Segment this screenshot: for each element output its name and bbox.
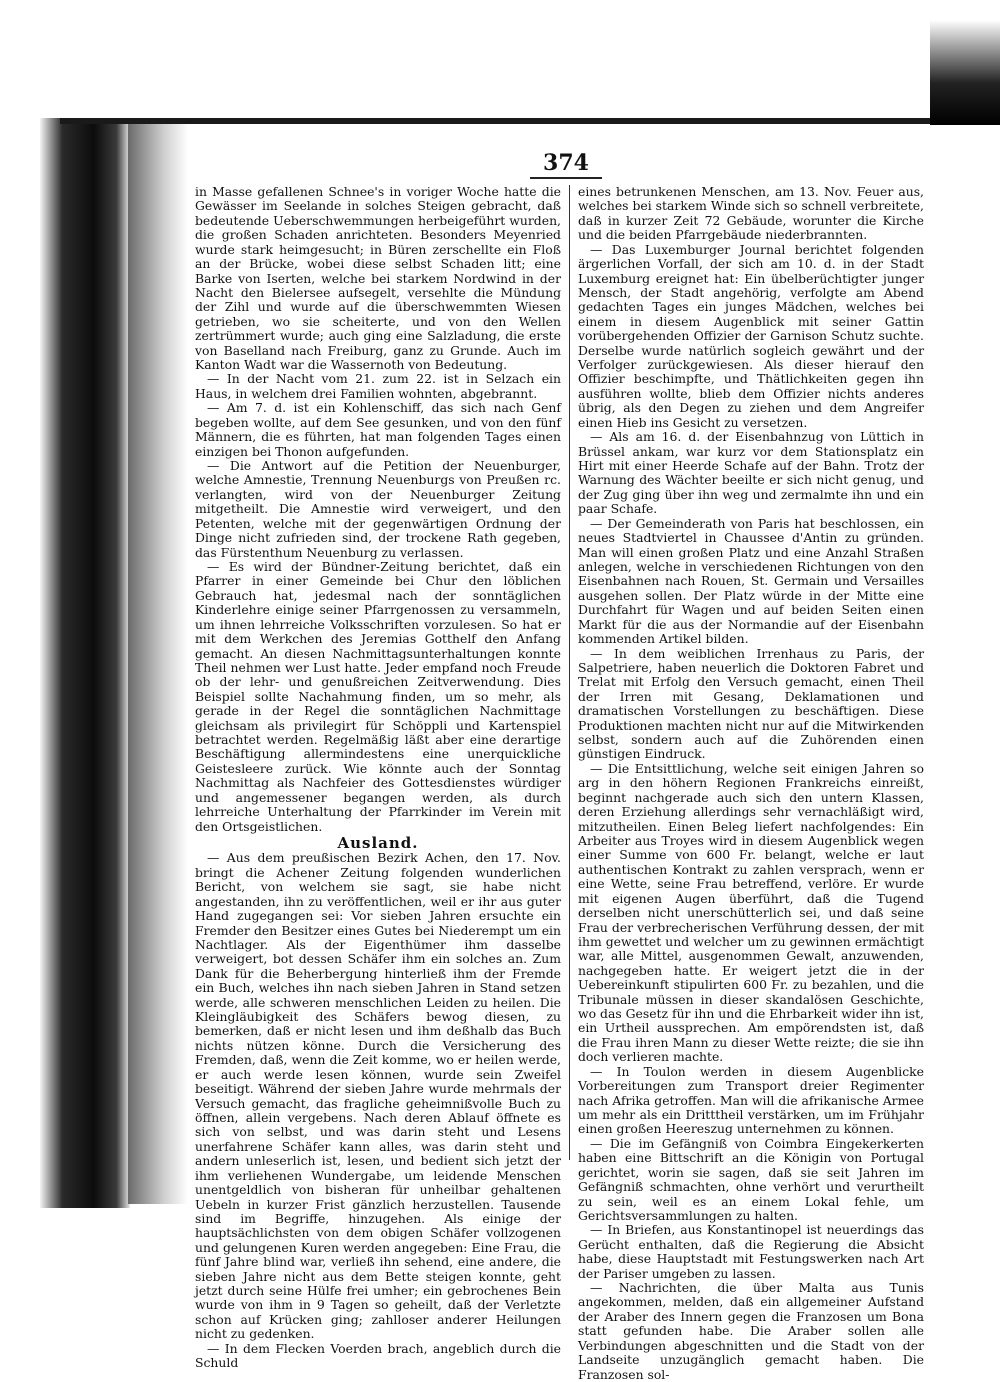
article-paragraph: — Die Entsittlichung, welche seit einigen Jahren so arg in den höhern Regionen Frankreichs einreißt, beginnt nachgerade auch sich den untern Klassen, deren Erziehung allerdings sehr vernachläßigt wird, mitzutheilen. Einen Beleg liefert nachfolgendes: Ein Arbeiter aus Troyes wird in diesem Augenblick wegen einer Summe von 600 Fr. belangt, welche er laut authentischen Kontrakt zu zahlen versprach, wenn er eine Wette, seine Frau betreffend, verlöre. Er wurde mit eigenen Augen überführt, daß die Tugend derselben nicht unerschütterlich sei, und daß seine Frau der verbrecherischen Verführung dessen, der mit ihm gewettet und welcher um zu gewinnen ermächtigt war, alle Mittel, ausgenommen Gewalt, anzuwenden, nachgegeben hatte. Er weigert jetzt die in der Uebereinkunft stipulirten 600 Fr. zu bezahlen, und die Tribunale müssen in dieser skandalösen Geschichte, wo das Gesetz für ihn und die Ehrbarkeit wider ihn ist, ein Urtheil aussprechen. Am empörendsten ist, daß die Frau ihren Mann zu dieser Wette reizte; die sie ihn doch verlieren machte. xyxy=(578,760,924,1065)
article-paragraph: — Am 7. d. ist ein Kohlenschiff, das sich nach Genf begeben wollte, auf dem See gesunken, und von den fünf Männern, die es führten, hat man folgenden Tages einen einzigen bei Thonon aufgefunden. xyxy=(195,400,561,459)
article-paragraph: — Es wird der Bündner-Zeitung berichtet, daß ein Pfarrer in einer Gemeinde bei Chur den löblichen Gebrauch hat, jedesmal nach der sonntäglichen Kinderlehre einige seiner Pfarrgenossen zu versammeln, um ihnen lehrreiche Volksschriften vorzulesen. So hat er mit dem Werkchen des Jeremias Gotthelf den Anfang gemacht. An diesen Nachmittagsunterhaltungen konnte Theil nehmen wer Lust hatte. Jeder empfand noch Freude ob der lehr- und genußreichen Zeitverwendung. Dies Beispiel sollte Nachahmung finden, um so mehr, als gerade in der Regel die sonntäglichen Nachmittage gleichsam als privilegirt für Schöppli und Kartenspiel betrachtet werden. Regelmäßig läßt aber eine derartige Beschäftigung allermindestens eine unerquickliche Geistesleere zurück. Wie könnte auch der Sonntag Nachmittag als Nachfeier des Gottesdienstes würdiger und angemessener begangen werden, als durch lehrreiche Unterhaltung der Pfarrkinder im Verein mit den Ortsgeistlichen. xyxy=(195,558,561,834)
article-paragraph: — Das Luxemburger Journal berichtet folgenden ärgerlichen Vorfall, der sich am 10. d. in der Stadt Luxemburg ereignet hat: Ein übelberüchtigter junger Mensch, der Stadt angehörig, verfolgte am Abend gedachten Tages ein junges Mädchen, welches bei einem in diesem Augenblick mit seiner Gattin vorübergehenden Offizier der Garnison Schutz suchte. Derselbe wurde natürlich sogleich gewährt und der Verfolger zurückgewiesen. Als dieser hierauf den Offizier beschimpfte, und Thätlichkeiten gegen ihn ausführen wollte, blieb dem Offizier nichts anderes übrig, als den Degen zu ziehen und dem Angreifer einen Hieb ins Gesicht zu versetzen. xyxy=(578,241,924,430)
article-paragraph: — In der Nacht vom 21. zum 22. ist in Selzach ein Haus, in welchem drei Familien wohnten, abgebrannt. xyxy=(195,371,561,401)
article-paragraph: — Die Antwort auf die Petition der Neuenburger, welche Amnestie, Trennung Neuenburgs von Preußen rc. verlangten, wird von der Neuenburger Zeitung mitgetheilt. Die Amnestie wird verweigert, und den Petenten, welche mit der gegenwärtigen Ordnung der Dinge nicht zufrieden sind, der trockene Rath gegeben, das Fürstenthum Neuenburg zu verlassen. xyxy=(195,458,561,560)
article-paragraph: — Die im Gefängniß von Coimbra Eingekerkerten haben eine Bittschrift an die Königin von Portugal gerichtet, worin sie sagen, daß sie seit Jahren im Gefängniß schmachten, ohne verhört und verurtheilt zu sein, weil es an einem Lokal fehle, um Gerichtsversammlungen zu halten. xyxy=(578,1135,924,1223)
scan-corner-shadow xyxy=(930,20,1000,125)
article-paragraph: — Nachrichten, die über Malta aus Tunis angekommen, melden, daß ein allgemeiner Aufstand der Araber des Innern gegen die Franzosen um Bona statt gefunden habe. Die Araber sollen alle Verbindungen abgeschnitten und die Stadt von der Landseite unzugänglich gemacht haben. Die Franzosen sol- xyxy=(578,1280,924,1382)
scan-binding-shadow xyxy=(40,118,130,1208)
article-paragraph: eines betrunkenen Menschen, am 13. Nov. Feuer aus, welches bei starkem Winde sich so schnell verbreitete, daß in kurzer Zeit 72 Gebäude, worunter die Kirche und die beiden Pfarrgebäude niederbrannten. xyxy=(578,184,924,243)
article-paragraph: — Der Gemeinderath von Paris hat beschlossen, ein neues Stadtviertel in Chaussee d'Antin zu gründen. Man will einen großen Platz und eine Anzahl Straßen anlegen, welche in verschiedenen Richtungen von den Eisenbahnen nach Rouen, St. Germain und Versailles ausgehen sollen. Der Platz würde in der Mitte eine Durchfahrt für Wagen und auf beiden Seiten einen Markt für die aus der Normandie auf der Eisenbahn kommenden Artikel bilden. xyxy=(578,515,924,647)
article-paragraph: — In Briefen, aus Konstantinopel ist neuerdings das Gerücht enthalten, daß die Regierung die Absicht habe, diese Hauptstadt mit Festungswerken nach Art der Pariser umgeben zu lassen. xyxy=(578,1222,924,1281)
right-column xyxy=(578,185,924,1382)
scan-gutter-shadow xyxy=(128,124,188,1204)
section-heading: Ausland. xyxy=(337,833,419,852)
article-paragraph: — Als am 16. d. der Eisenbahnzug von Lüttich in Brüssel ankam, war kurz vor dem Stationsplatz ein Hirt mit einer Heerde Schafe auf der Bahn. Trotz der Warnung des Wächter beeilte er sich nicht genug, und der Zug ging über ihn weg und zermalmte ihn und ein paar Schafe. xyxy=(578,429,924,517)
article-paragraph: — Aus dem preußischen Bezirk Achen, den 17. Nov. bringt die Achener Zeitung folgenden wunderlichen Bericht, von welchem sie sagt, sie habe nicht angestanden, ihn zu veröffentlichen, weil er ihr aus guter Hand zugegangen sei: Vor sieben Jahren ersuchte ein Fremder den Besitzer eines Gutes bei Niederempt um ein Nachtlager. Als der Eigenthümer ihm dasselbe verweigert, bot dessen Schäfer ihm ein solches an. Zum Dank für die Beherbergung hinterließ ihm der Fremde ein Buch, welches ihn nach sieben Jahren in Stand setzen werde, alle schweren menschlichen Leiden zu heilen. Die Kleingläubigkeit des Schäfers bewog diesen, zu bemerken, daß er nicht lesen und ihm deßhalb das Buch nichts nützen könne. Durch die Versicherung des Fremden, daß, wenn die Zeit komme, wo er heilen werde, er auch werde lesen können, wurde sein Zweifel beseitigt. Während der sieben Jahre wurde mehrmals der Versuch gemacht, das fragliche geheimnißvolle Buch zu öffnen, allein vergebens. Nach deren Ablauf öffnete es sich von selbst, und was darin steht und Lesens unerfahrene Schäfer kann alles, was darin steht und andern unleserlich ist, lesen, und bedient sich jetzt der ihm verliehenen Wundergabe, um leidende Menschen unentgeldlich von bisheran für unheilbar gehaltenen Uebeln in kurzer Frist gänzlich herzustellen. Tausende sind im Begriffe, hinzugehen. Als einige der hauptsächlichsten von dem obigen Schäfer vollzogenen und gelungenen Kuren werden angegeben: Eine Frau, die fünf Jahre blind war, verließ ihn sehend, eine andere, die sieben Jahre nicht aus dem Bette steigen konnte, geht jetzt durch seine Hülfe frei umher; ein gebrochenes Bein wurde von ihm in 9 Tagen so geheilt, daß der Verletzte schon auf Krücken ging; zahlloser anderer Heilungen nicht zu gedenken. xyxy=(195,850,561,1342)
page-number-rule xyxy=(530,177,602,179)
article-paragraph: — In Toulon werden in diesem Augenblicke Vorbereitungen zum Transport dreier Regimenter nach Afrika getroffen. Man will die afrikanische Armee um mehr als ein Dritttheil verstärken, um im Frühjahr einen großen Heereszug unternehmen zu können. xyxy=(578,1063,925,1137)
article-paragraph: — In dem Flecken Voerden brach, angeblich durch die Schuld xyxy=(195,1340,561,1371)
article-paragraph: — In dem weiblichen Irrenhaus zu Paris, der Salpetriere, haben neuerlich die Doktoren Fabret und Trelat mit Erfolg den Versuch gemacht, einen Theil der Irren mit Gesang, Deklamationen und dramatischen Vorstellungen zu beschäftigen. Diese Produktionen machten nicht nur auf die Mitwirkenden selbst, sondern auch auf die Zuhörenden einen günstigen Eindruck. xyxy=(578,645,924,762)
article-paragraph: in Masse gefallenen Schnee's in voriger Woche hatte die Gewässer im Seelande in solches Steigen gebracht, daß bedeutende Ueberschwemmungen herbeigeführt wurden, die großen Schaden anrichteten. Besonders Meyenried wurde stark heimgesucht; in Büren zerschellte ein Floß an der Brücke, wobei diese selbst Schaden litt; eine Barke von Iserten, welche bei starkem Nordwind in der Nacht den Bielersee aufsegelt, versehlte die Mündung der Zihl und wurde auf die überschwemmten Wiesen getrieben, wo sie scheiterte, und von den Wellen zertrümmert wurde; auch ging eine Salzladung, die erste von Baselland nach Freiburg, ganz zu Grunde. Auch im Kanton Wadt war die Wassernoth von Bedeutung. xyxy=(195,184,561,373)
scan-top-edge xyxy=(60,118,1000,124)
left-column xyxy=(195,185,561,1371)
page-number: 374 xyxy=(543,150,589,176)
column-divider xyxy=(569,185,570,1160)
